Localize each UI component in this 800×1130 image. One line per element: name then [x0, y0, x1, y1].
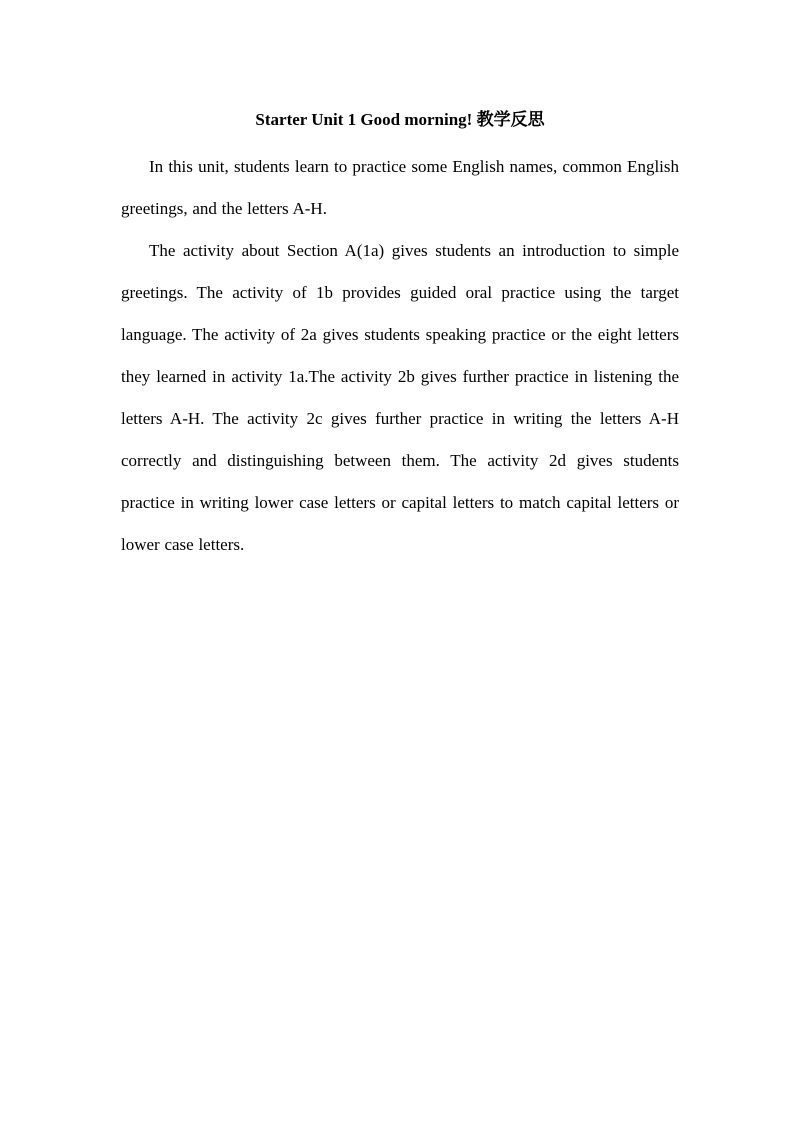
paragraph-intro: In this unit, students learn to practice some English names, common English greetings, and the letters A-H.: [121, 157, 679, 218]
paragraph-activities: The activity about Section A(1a) gives students an introduction to simple greetings. The activity of 1b provides guided oral practice using the target language. The activity of 2a gives students speaking practice or the eight letters they learned in activity 1a.The activity 2b gives further practice in listening the letters A-H. The activity 2c gives further practice in writing the letters A-H correctly and distinguishing between them. The activity 2d gives students practice in writing lower case letters or capital letters to match capital letters or lower case letters.: [121, 241, 679, 554]
document-body: [121, 104, 679, 566]
document-title: Starter Unit 1 Good morning! 教学反思: [255, 110, 545, 129]
